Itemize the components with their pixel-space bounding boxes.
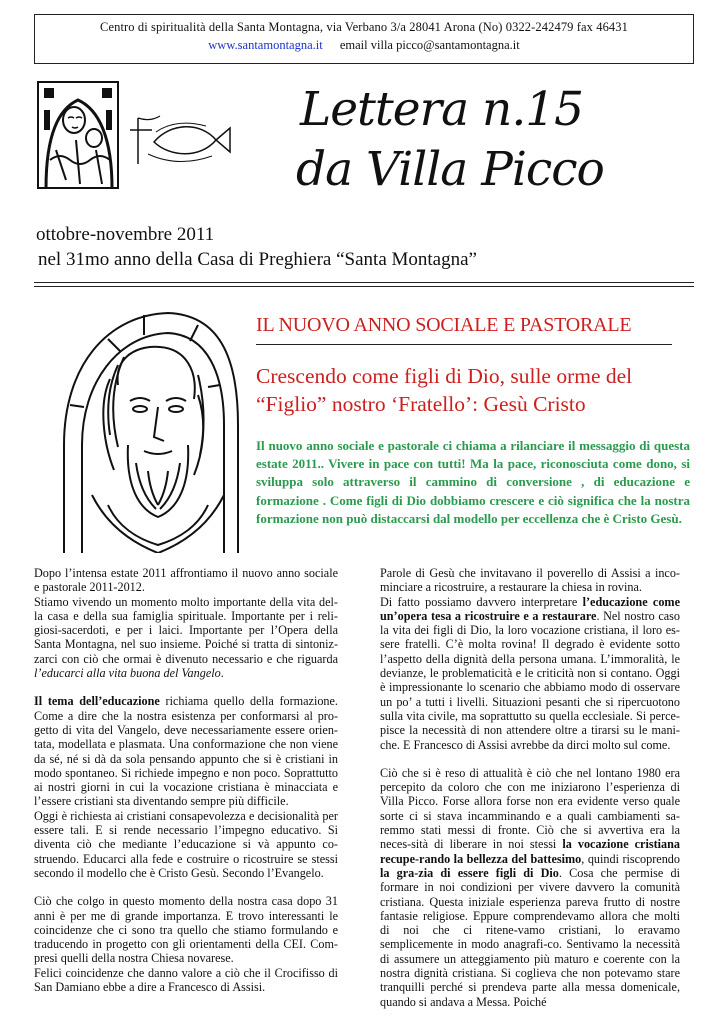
masthead-subline — [36, 222, 477, 272]
bold-phrase: la gra-zia di essere figli di Dio — [380, 865, 559, 880]
issue-date: ottobre-novembre 2011 — [36, 224, 215, 245]
paragraph — [380, 766, 680, 1009]
paragraph-text: Stiamo vivendo un momento molto importante della vita del-la casa e della sua famiglia spirituale. Importante per i reli-giosi-sacerdoti, e per i laici. Importante per l’Opera della Santa Montagna, nel suo insieme. Poiché si tratta di sintoniz-zarci con ciò che ormai è divenuto necessario e che riguarda — [34, 594, 338, 666]
paragraph-text: Ciò che si è reso di attualità è ciò che nel lontano 1980 era percepito da coloro che con me iniziarono l’esperienza di Villa Picco. Forse allora forse non era evidente verso quale sorte ci si stava incamminando e a quali cambiamenti sa-remmo stati messi di fronte. Ciò che si avvertiva era la neces-sità di liberare in noi stessi — [380, 765, 680, 852]
masthead-divider — [34, 282, 694, 287]
paragraph — [380, 566, 680, 752]
paragraph-text: , quindi riscoprendo — [581, 851, 680, 866]
left-column — [34, 566, 338, 994]
christ-face-icon — [48, 295, 240, 553]
article-headline: Crescendo come figli di Dio, sulle orme del “Figlio” nostro ‘Fratello’: Gesù Cristo — [256, 364, 633, 416]
paragraph-text: Di fatto possiamo davvero interpretare — [380, 594, 583, 609]
paragraph — [34, 694, 338, 808]
paragraph-text: Dopo l’intensa estate 2011 affrontiamo il nuovo anno sociale e pastorale 2011-2012. — [34, 566, 338, 595]
paragraph-text: . Cosa che permise di formare in noi condizioni per vivere davvero la comunità cristiana. Questa iniziale esperienza pareva frutto di nostre fantasie religiose. Eppure comprendevamo allora che molti di noi che ci ritene-vamo cristiani, lo eravamo semplicemente in modo anagrafi-co. Sentivamo la necessità di assumere un atteggiamento più maturo e coerente con la nostra dignità cristiana. Si coglieva che non potevamo stare tranquilli perché si prendeva parte alla messa domenicale, quando si andava a Messa. Poiché — [380, 865, 680, 1009]
paragraph-text: Parole di Gesù che invitavano il poverello di Assisi a inco-minciare a ricostruire, a restaurare la chiesa in rovina. — [380, 566, 680, 595]
paragraph: Felici coincidenze che danno valore a ciò che il Crocifisso di San Damiano ebbe a dire a Francesco di Assisi. — [34, 965, 338, 995]
header-address: Centro di spiritualità della Santa Montagna, via Verbano 3/a 28041 Arona (No) 0322-242479 fax 46431 — [100, 20, 628, 34]
anniversary-text: nel 31mo anno della Casa di Preghiera “Santa Montagna” — [38, 249, 477, 270]
header-box — [34, 14, 694, 64]
fish-cross-icon — [126, 108, 232, 170]
header-contacts — [35, 38, 693, 53]
bold-phrase: Il tema dell’educazione — [34, 694, 160, 709]
madonna-icon — [36, 80, 120, 190]
email-text: email villa picco@santamontagna.it — [339, 38, 520, 52]
bold-phrase: l’educazione come un’opera tesa a ricostruire e a restaurare — [380, 594, 680, 623]
title-line2: da Villa Picco — [296, 142, 604, 197]
paragraph: Ciò che colgo in questo momento della nostra casa dopo 31 anni è per me di grande importanza. E trovo interessanti le coincidenze che ci sono tra quello che stiamo formulando e traducendo in progetto con gli orientamenti della CEI. Com-presi quelli della nostra Chiesa novarese. — [34, 894, 338, 966]
section-title: IL NUOVO ANNO SOCIALE E PASTORALE — [256, 314, 632, 336]
paragraph: Oggi è richiesta ai cristiani consapevolezza e decisionalità per essere tali. E si rende necessario l’impegno educativo. Si diventa ciò che mediante l’educazione si và appunto co-struendo. Educarci alla fede e costruire o ricostruire se stessi secondo il modello che è Cristo Gesù. Secondo l’Evangelo. — [34, 808, 338, 880]
article-intro: Il nuovo anno sociale e pastorale ci chiama a rilanciare il messaggio di questa estate 2011.. Vivere in pace con tutti! Ma la pace, riconosciuta come dono, si sviluppa solo attraverso il cammino di conversione , di educazione e formazione . Come figli di Dio dobbiamo crescere e ciò significa che la nostra formazione non può distaccarsi dal modello per eccellenza che è Cristo Gesù. — [256, 438, 690, 526]
paragraph — [34, 566, 338, 680]
section-rule — [256, 344, 672, 345]
paragraph-text: . Nel nostro caso la vita dei figli di Dio, la loro vocazione cristiana, il loro es-sere fratelli. C’è molta rovina! Il degrado è evidente sotto l’aspetto della dignità della persona umana. L’immoralità, le devianze, le problematicità e le criticità non si contano. Oggi è impressionante lo scenario che abbiamo modo di osservare un po’ a tutti i livelli. Situazioni pesanti che si ripercuotono sulla vita civile, ma soprattutto su quella ecclesiale. Si perce-pisce la necessità di non attendere oltre a tirarsi su le mani-che. E Francesco di Assisi avrebbe da dirci molto sul come. — [380, 608, 680, 752]
bold-phrase: la vocazione cristiana recupe-rando la bellezza del battesimo — [380, 837, 680, 866]
italic-phrase: l’educarci alla vita buona del Vangelo — [34, 666, 221, 681]
right-column — [380, 566, 680, 1009]
title-line1: Lettera n.15 — [300, 82, 584, 137]
newsletter-title — [296, 80, 630, 200]
paragraph-text: . — [220, 666, 224, 681]
paragraph-text: richiama quello della formazione. Come a dire che la nostra esistenza per conformarsi al pro-getto di vita del Vangelo, deve necessariamente essere orien-tata, modellata e plasmata. Una conformazione che non viene da sé, né si dà da sola pensando appunto che si è cristiani in modo spontaneo. Si richiede impegno e non poco. Soprattutto ai nostri giorni in cui la vocazione cristiana è minacciata e l’essere cristiani sta diventando sempre più difficile. — [34, 694, 338, 809]
website-link[interactable]: www.santamontagna.it — [208, 38, 323, 52]
